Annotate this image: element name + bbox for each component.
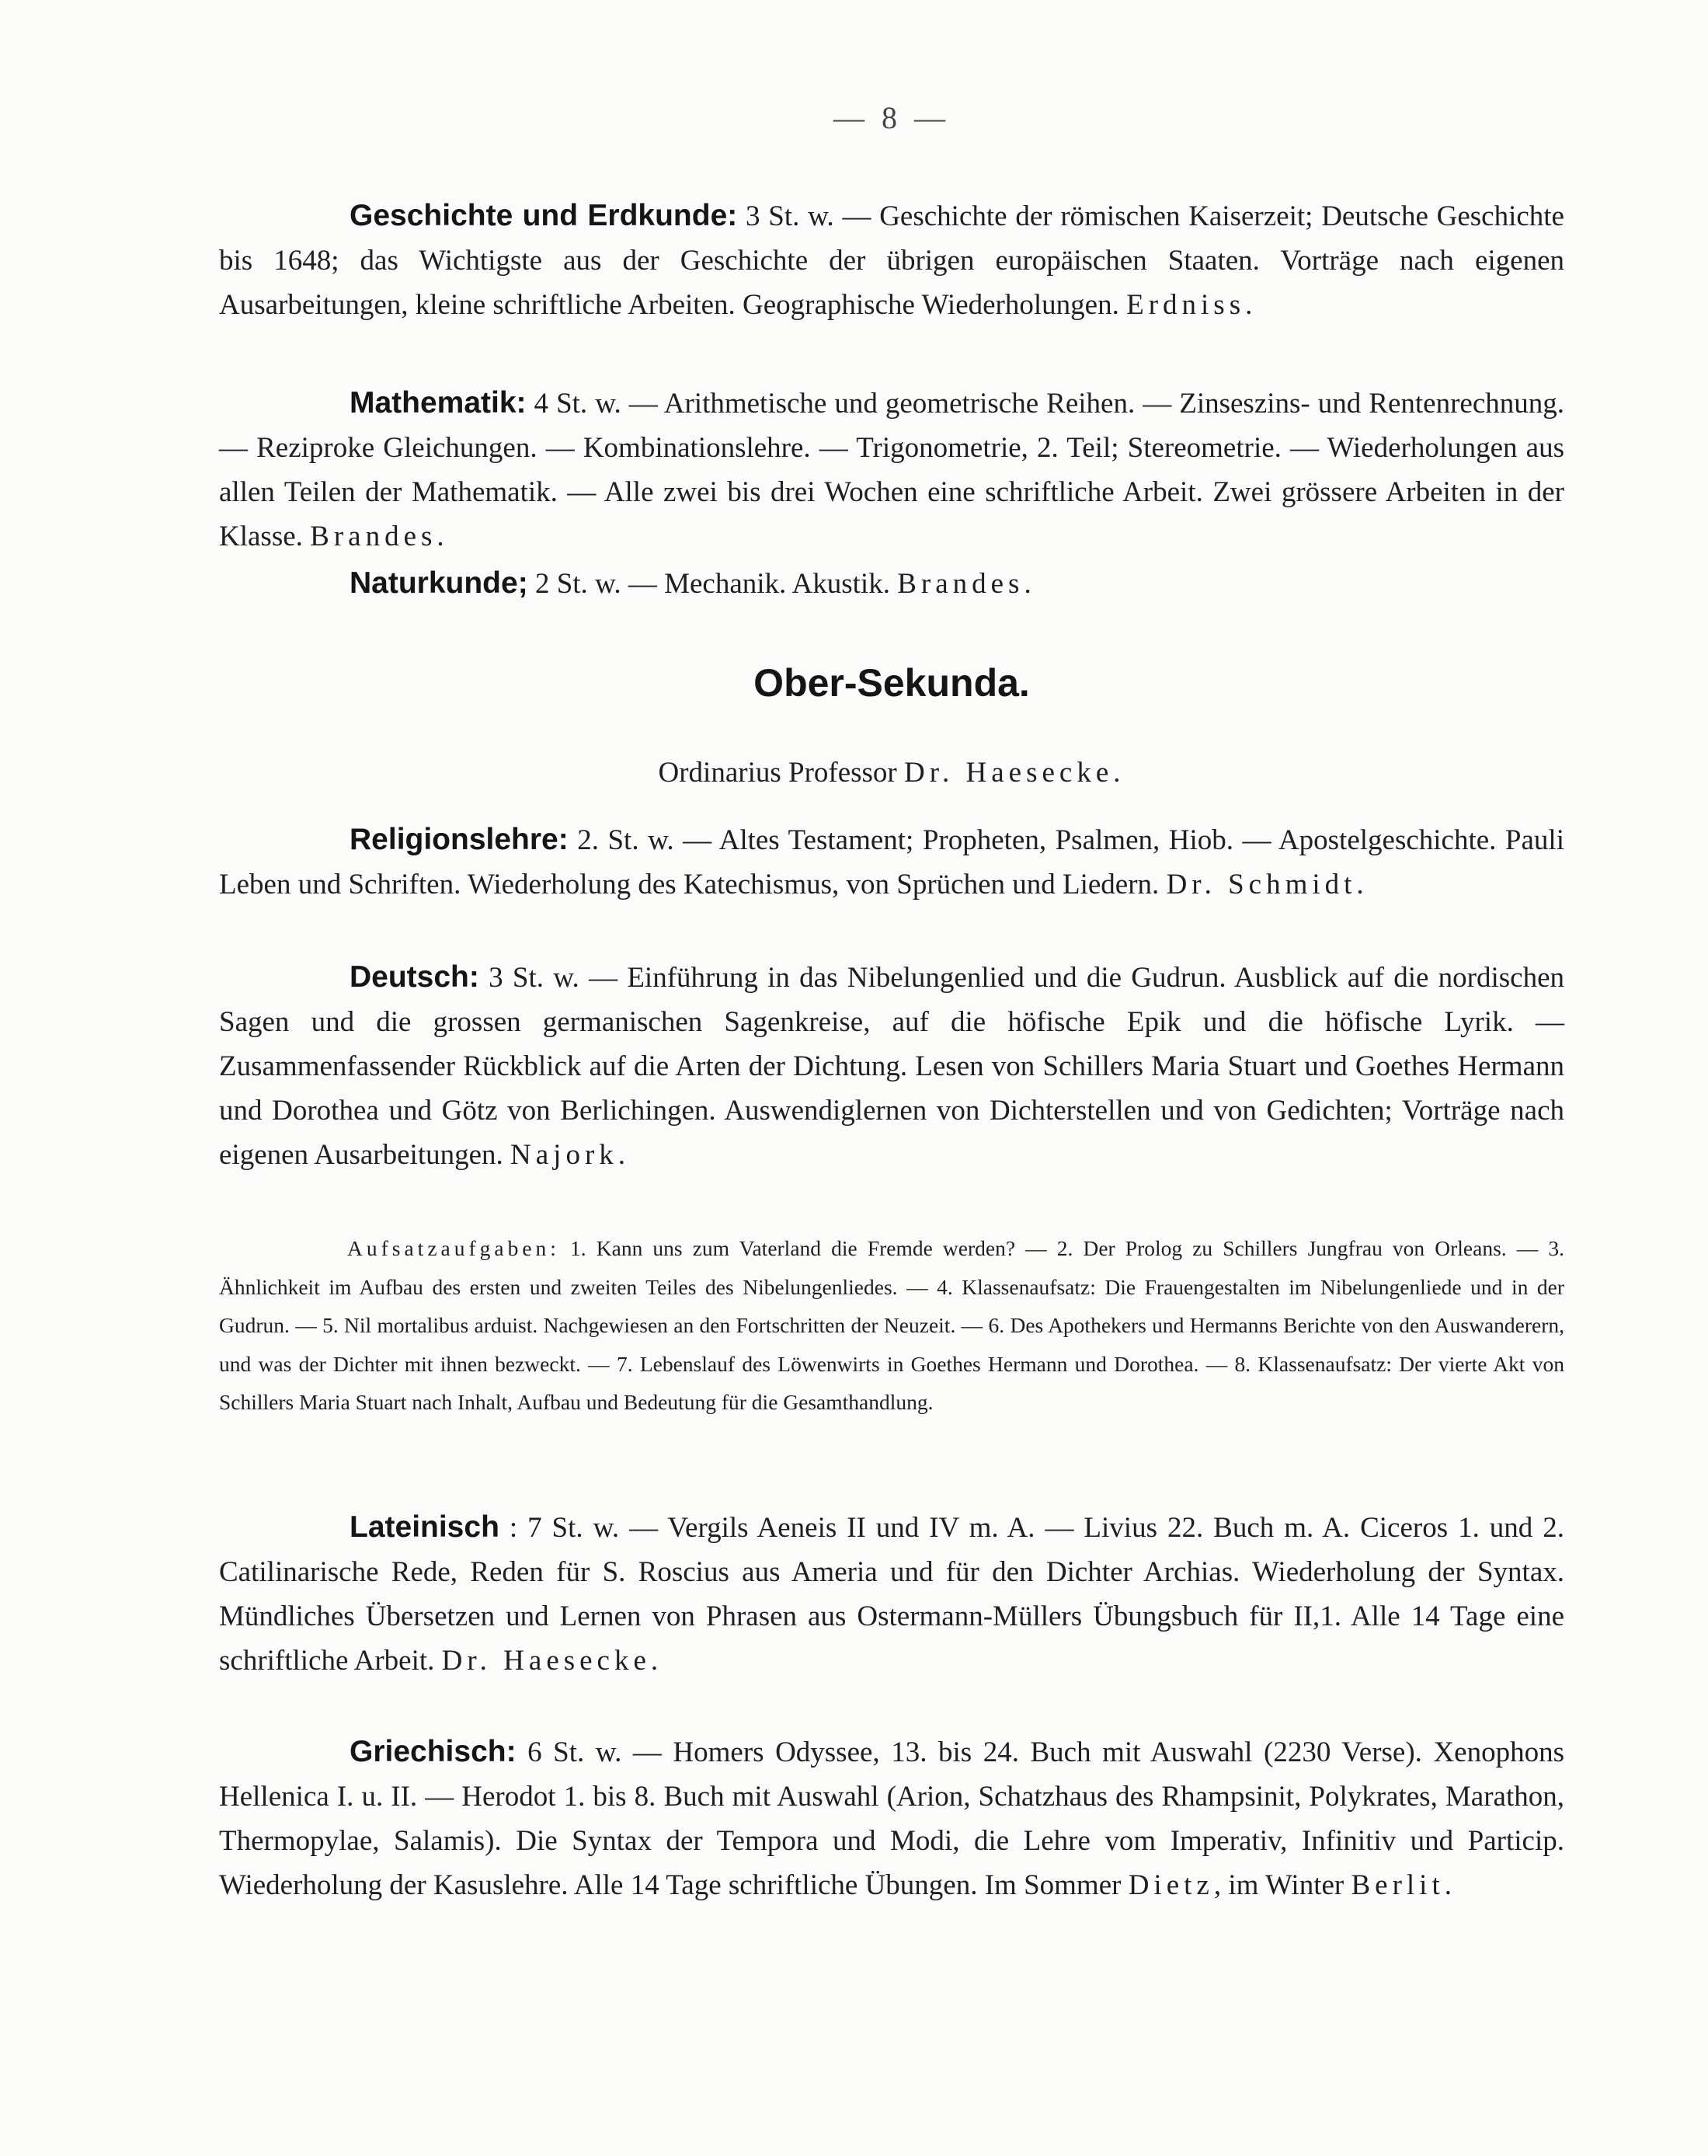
aufsatz-label: Aufsatzaufgaben: bbox=[347, 1236, 560, 1260]
teacher-griechisch-winter: Berlit. bbox=[1351, 1869, 1456, 1901]
text-religion: 2. St. w. — Altes Testament; Propheten, Psalmen, Hiob. — Apostelgeschichte. Pauli Leben und Schriften. Wiederholung des Katechismus, von Sprüchen und Liedern. bbox=[219, 824, 1564, 900]
text-naturkunde: 2 St. w. — Mechanik. Akustik. bbox=[527, 568, 898, 600]
ordinarius-line bbox=[219, 751, 1564, 795]
ordinarius-label: Ordinarius Professor bbox=[658, 757, 905, 789]
teacher-deutsch: Najork. bbox=[510, 1139, 631, 1171]
teacher-naturkunde: Brandes. bbox=[897, 568, 1036, 600]
heading-geschichte: Geschichte und Erdkunde: bbox=[350, 199, 738, 232]
heading-deutsch: Deutsch: bbox=[350, 960, 479, 994]
text-mathematik: 4 St. w. — Arithmetische und geometrische Reihen. — Zinseszins- und Rentenrechnung. — Reziproke Gleichungen. — Kombinationslehre. — Trigonometrie, 2. Teil; Stereometrie. — Wiederholungen aus allen Teilen der Mathematik. — Alle zwei bis drei Wochen eine schriftliche Arbeit. Zwei grössere Arbeiten in der Klasse. bbox=[219, 388, 1564, 552]
teacher-religion: Dr. Schmidt. bbox=[1166, 869, 1369, 900]
heading-griechisch: Griechisch: bbox=[350, 1735, 517, 1768]
text-griechisch: 6 St. w. — Homers Odyssee, 13. bis 24. Buch mit Auswahl (2230 Verse). Xenophons Hellenica I. u. II. — Herodot 1. bis 8. Buch mit Auswahl (Arion, Schatzhaus des Rhampsinit, Polykrates, Marathon, Thermopylae, Salamis). Die Syntax der Tempora und Modi, die Lehre vom Imperativ, Infinitiv und Particip. Wiederholung der Kasuslehre. Alle 14 Tage schriftliche Übungen. Im Sommer bbox=[219, 1736, 1564, 1901]
paragraph-deutsch bbox=[219, 955, 1564, 1177]
teacher-lateinisch: Dr. Haesecke. bbox=[441, 1645, 663, 1677]
heading-naturkunde: Naturkunde; bbox=[350, 566, 528, 600]
paragraph-lateinisch bbox=[219, 1505, 1564, 1683]
paragraph-naturkunde bbox=[219, 561, 1564, 606]
paragraph-aufsatz bbox=[219, 1229, 1564, 1422]
teacher-griechisch-summer: Dietz bbox=[1128, 1869, 1214, 1901]
section-title: Ober-Sekunda. bbox=[753, 661, 1030, 705]
heading-mathematik: Mathematik: bbox=[350, 386, 527, 420]
paragraph-mathematik bbox=[219, 381, 1564, 559]
text-aufsatz: 1. Kann uns zum Vaterland die Fremde werden? — 2. Der Prolog zu Schillers Jungfrau von Orleans. — 3. Ähnlichkeit im Aufbau des ersten und zweiten Teiles des Nibelungenliedes. — 4. Klassenaufsatz: Die Frauengestalten im Nibelungenliede und in der Gudrun. — 5. Nil mortalibus arduist. Nachgewiesen an den Fortschritten der Neuzeit. — 6. Des Apothekers und Hermanns Berichte von den Auswanderern, und was der Dichter mit ihnen bezweckt. — 7. Lebenslauf des Löwenwirts in Goethes Hermann und Dorothea. — 8. Klassenaufsatz: Der vierte Akt von Schillers Maria Stuart nach Inhalt, Aufbau und Bedeutung für die Gesamthandlung. bbox=[219, 1236, 1564, 1414]
text-griechisch-mid: , im Winter bbox=[1213, 1869, 1351, 1901]
teacher-geschichte: Erdniss. bbox=[1126, 289, 1258, 321]
text-deutsch: 3 St. w. — Einführung in das Nibelungenlied und die Gudrun. Ausblick auf die nordischen Sagen und die grossen germanischen Sagenkreise, auf die höfische Epik und die höfische Lyrik. — Zusammenfassender Rückblick auf die Arten der Dichtung. Lesen von Schillers Maria Stuart und Goethes Hermann und Dorothea und Götz von Berlichingen. Auswendiglernen von Dichterstellen und von Gedichten; Vorträge nach eigenen Ausarbeitungen. bbox=[219, 962, 1564, 1171]
page bbox=[219, 0, 1564, 2156]
ordinarius-name: Dr. Haesecke. bbox=[904, 757, 1125, 789]
paragraph-religion bbox=[219, 817, 1564, 907]
teacher-mathematik: Brandes. bbox=[310, 521, 449, 552]
text-geschichte: 3 St. w. — Geschichte der römischen Kaiserzeit; Deutsche Geschichte bis 1648; das Wichtigste aus der Geschichte der übrigen europäischen Staaten. Vorträge nach eigenen Ausarbeitungen, kleine schriftliche Arbeiten. Geographische Wiederholungen. bbox=[219, 200, 1564, 321]
heading-religion: Religionslehre: bbox=[350, 823, 569, 856]
heading-lateinisch: Lateinisch bbox=[350, 1510, 499, 1544]
page-number: — 8 — bbox=[833, 100, 950, 135]
paragraph-griechisch bbox=[219, 1729, 1564, 1907]
paragraph-geschichte bbox=[219, 193, 1564, 327]
text-lateinisch: : 7 St. w. — Vergils Aeneis II und IV m. A. — Livius 22. Buch m. A. Ciceros 1. und 2. Catilinarische Rede, Reden für S. Roscius aus Ameria und für den Dichter Archias. Wiederholung der Syntax. Mündliches Übersetzen und Lernen von Phrasen aus Ostermann-Müllers Übungsbuch für II,1. Alle 14 Tage eine schriftliche Arbeit. bbox=[219, 1512, 1564, 1677]
